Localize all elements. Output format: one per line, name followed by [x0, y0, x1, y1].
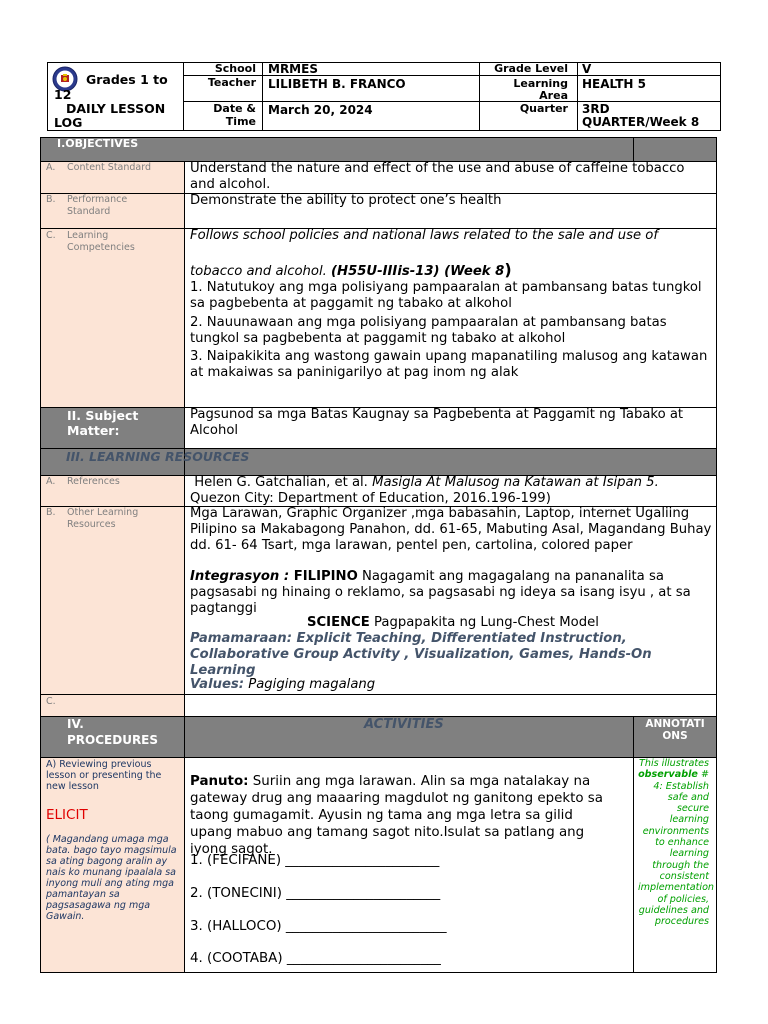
learning-area-label-2: Area — [539, 89, 568, 102]
annotation-intro: This illustrates — [639, 758, 709, 769]
greeting-text: ( Magandang umaga mga bata. bago tayo magsimula sa ating bagong aralin ay nais ko munang ipaalala sa inyong muli ang ating mga pamantayan sa pagsasagawa ng mga Gawain. — [46, 834, 177, 922]
elicit-label: ELICIT — [46, 807, 88, 823]
teacher-value: LILIBETH B. FRANCO — [268, 77, 406, 91]
activities-heading: ACTIVITIES — [364, 717, 444, 732]
integration-text — [190, 569, 712, 617]
quarter-value-1: 3RD — [582, 102, 610, 116]
values-label: Values: — [190, 677, 245, 692]
competency-code-paren: ) — [504, 260, 512, 279]
reference-b-label: B. — [46, 507, 56, 518]
quarter-value-2: QUARTER/Week 8 — [582, 115, 700, 129]
annotations-heading-2: ONS — [662, 730, 688, 742]
annotations-heading-1: ANNOTATI — [645, 718, 705, 730]
performance-standard-label-2: Standard — [67, 206, 111, 217]
school-label: School — [214, 62, 256, 75]
other-resources-text: Mga Larawan, Graphic Organizer ,mga babasahin, Laptop, internet Ugaliing Pilipino sa Makabagong Panahon, dd. 61-65, Mabuting Asal, Magandang Buhay dd. 61- 64 Tsart, mga larawan, pentel pen, cartolina, colored paper — [190, 506, 712, 553]
step-a-reviewing: A) Reviewing previous lesson or presenting the new lesson — [46, 759, 162, 792]
science-text: Pagpapakita ng Lung-Chest Model — [369, 615, 599, 630]
competency-item-1: 1. Natutukoy ang mga polisiyang pampaaralan at pambansang batas tungkol sa pagbebenta at paggamit ng tabako at alkohol — [190, 280, 702, 311]
content-standard-text: Understand the nature and effect of the use and abuse of caffeine tobacco and alcohol. — [190, 161, 685, 192]
integration-description: Nagagamit ang magagalang na pananalita sa pagsasabi ng hinaing o reklamo, sa pagsasabi ng ideya sa isang isyu , at sa pagtanggi — [190, 569, 691, 616]
scramble-item-4: 4. (COOTABA) _______________________ — [190, 951, 441, 966]
objective-c-label: C. — [46, 230, 56, 241]
log-title-line2: DAILY LESSON — [66, 101, 166, 116]
quarter-label: Quarter — [519, 102, 568, 115]
resource-c-label: C. — [46, 696, 56, 707]
competency-item-2: 2. Nauunawaan ang mga polisiyang pampaaralan at pambansang batas tungkol sa pagbebenta at paggamit ng tabako at alkohol — [190, 315, 667, 346]
competency-code: (H55U-IIIis-13) (Week 8 — [331, 264, 505, 279]
competency-statement — [190, 228, 712, 244]
method-text: Pamamaraan: Explicit Teaching, Differentiated Instruction, Collaborative Group Activity , Visualization, Games, Hands-On Learning — [190, 631, 652, 678]
date-label-1: Date & — [213, 102, 256, 115]
objectives-heading: I.OBJECTIVES — [57, 137, 139, 150]
learning-area-value: HEALTH 5 — [582, 77, 646, 91]
competency-code-line — [190, 262, 712, 280]
panuto-instructions — [190, 773, 610, 858]
reference-a-label: A. — [46, 476, 56, 487]
values-value: Pagiging magalang — [244, 677, 376, 692]
procedures-label-2: PROCEDURES — [67, 733, 159, 747]
competency-line2: tobacco and alcohol. — [190, 264, 327, 279]
science-label: SCIENCE — [307, 615, 370, 630]
subject-matter-label-2: Matter: — [67, 423, 120, 438]
learning-area-label-1: Learning — [513, 77, 568, 90]
procedures-label-1: IV. — [67, 717, 84, 731]
objective-a-label: A. — [46, 162, 56, 173]
panuto-text: Suriin ang mga larawan. Alin sa mga natalakay na gateway drug ang maaaring magdulot ng ganitong epekto sa taong gumagamit. Ayusin ng tama ang mga letra sa gilid upang mabuo ang tamang sagot nito.Isulat sa patlang ang iyong sagot. — [190, 774, 603, 857]
date-label-2: Time — [225, 115, 256, 128]
performance-standard-text: Demonstrate the ability to protect one’s health — [190, 193, 502, 208]
competency-line1: Follows school policies and national laws related to the sale and use of — [190, 228, 659, 243]
annotation-note — [638, 758, 715, 928]
other-resources-label-1: Other Learning — [67, 507, 139, 518]
references-text — [190, 475, 712, 507]
learning-competencies-label-1: Learning — [67, 230, 109, 241]
objective-b-label: B. — [46, 194, 56, 205]
references-publisher: Quezon City: Department of Education, 2016.196-199) — [190, 491, 551, 506]
references-authors: Helen G. Gatchalian, et al. — [190, 475, 373, 490]
content-standard-label: Content Standard — [67, 162, 152, 173]
log-title-line3: LOG — [54, 115, 83, 130]
values-text — [190, 677, 712, 693]
grade-level-value: V — [582, 62, 592, 76]
log-title-number: 12 — [54, 87, 72, 102]
subject-matter-text: Pagsunod sa mga Batas Kaugnay sa Pagbebenta at Paggamit ng Tabako at Alcohol — [190, 407, 684, 438]
performance-standard-label-1: Performance — [67, 194, 128, 205]
competency-item-3: 3. Naipakikita ang wastong gawain upang mapanatiling malusog ang katawan at makaiwas sa paninigarilyo at pag inom ng alak — [190, 349, 708, 380]
teacher-label: Teacher — [207, 76, 256, 89]
subject-matter-label-1: II. Subject — [67, 408, 139, 423]
other-resources-label-2: Resources — [67, 519, 116, 530]
scramble-item-2: 2. (TONECINI) _______________________ — [190, 886, 441, 901]
panuto-label: Panuto: — [190, 774, 249, 789]
integration-label: Integrasyon : — [190, 569, 294, 584]
annotation-observable: observable — [638, 769, 698, 781]
scramble-item-3: 3. (HALLOCO) ________________________ — [190, 919, 447, 934]
school-value: MRMES — [268, 62, 318, 76]
learning-competencies-label-2: Competencies — [67, 242, 135, 253]
references-book-title: Masigla At Malusog na Katawan at Isipan 5. — [372, 475, 659, 490]
scramble-item-1: 1. (FECIFANE) _______________________ — [190, 853, 440, 868]
annotation-body: # 4: Establish safe and secure learning environments to enhance learning through the consistent implementation of policies, guidelines and procedures — [638, 769, 715, 928]
science-integration — [307, 615, 712, 631]
integration-subject: FILIPINO — [293, 569, 358, 584]
date-value: March 20, 2024 — [268, 103, 373, 117]
references-label: References — [67, 476, 120, 487]
log-title-line1: Grades 1 to — [86, 72, 168, 87]
grade-level-label: Grade Level — [494, 62, 568, 75]
learning-resources-heading: III. LEARNING RESOURCES — [66, 449, 250, 464]
